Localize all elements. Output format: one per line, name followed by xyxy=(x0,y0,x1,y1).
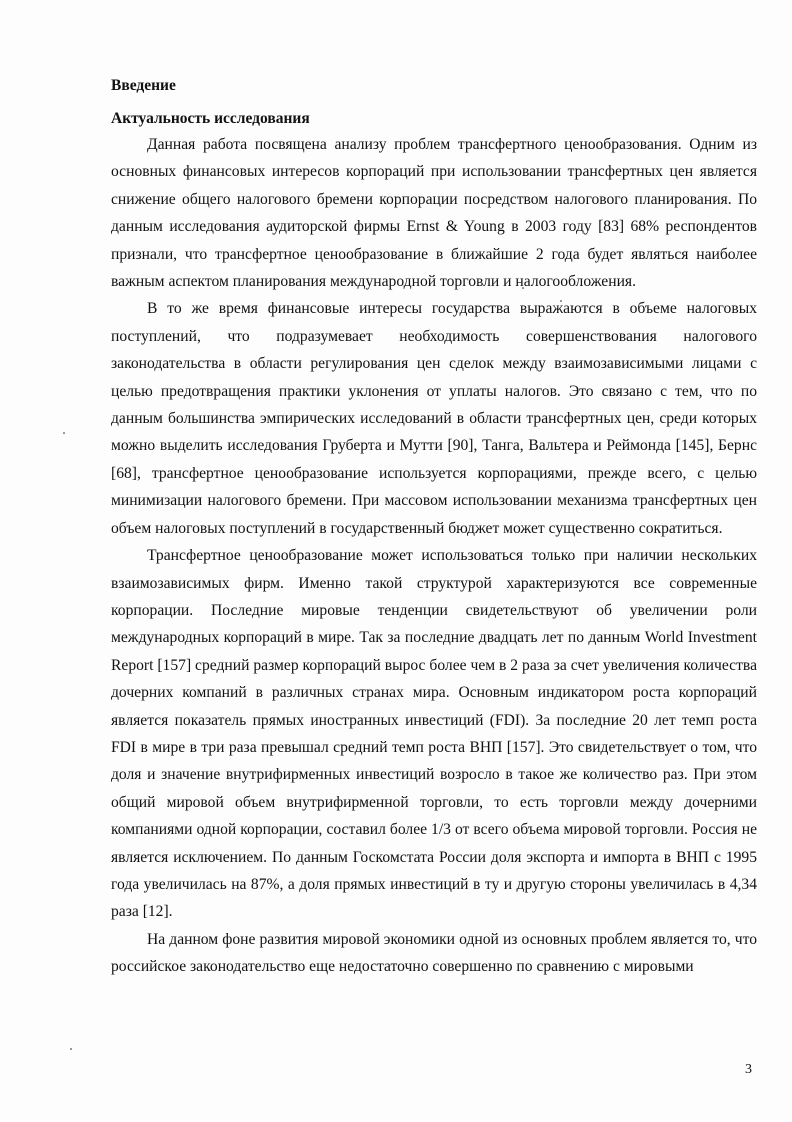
paragraph-4: На данном фоне развития мировой экономики одной из основных проблем является то, что российское законодательство еще недостаточно совершенно по сравнению с мировыми xyxy=(111,930,757,976)
paragraph-1: Данная работа посвящена анализу проблем трансфертного ценообразования. Одним из основных финансовых интересов корпораций при использовании трансфертных цен является снижение общего налогового бремени корпорации посредством налогового планирования. По данным исследования аудиторской фирмы Ernst & Young в 2003 году [83] 68% респондентов признали, что трансфертное ценообразование в ближайшие 2 года будет являться наиболее важным аспектом планирования международной торговли и налогообложения. xyxy=(111,136,757,291)
subsection-heading-relevance: Актуальность исследования xyxy=(111,110,310,127)
paragraph-2: В то же время финансовые интересы государства выражаются в объеме налоговых поступлений, что подразумевает необходимость совершенствования налогового законодательства в области регулирования цен сделок между взаимозависимыми лицами с целью предотвращения практики уклонения от уплаты налогов. Это связано с тем, что по данным большинства эмпирических исследований в области трансфертных цен, среди которых можно выделить исследования Груберта и Мутти [90], Танга, Вальтера и Реймонда [145], Бернс [68], трансфертное ценообразование используется корпорациями, прежде всего, с целью минимизации налогового бремени. При массовом использовании механизма трансфертных цен объем налоговых поступлений в государственный бюджет может существенно сократиться. xyxy=(111,300,757,537)
page-number: 3 xyxy=(745,1062,752,1077)
paragraph-3: Трансфертное ценообразование может использоваться только при наличии нескольких взаимозависимых фирм. Именно такой структурой характеризуются все современные корпорации. Последние мировые тенденции свидетельствуют об увеличении роли международных корпораций в мире. Так за последние двадцать лет по данным World Investment Report [157] средний размер корпораций вырос более чем в 2 раза за счет увеличения количества дочерних компаний в различных странах мира. Основным индикатором роста корпораций является показатель прямых иностранных инвестиций (FDI). За последние 20 лет темп роста FDI в мире в три раза превышал средний темп роста ВНП [157]. Это свидетельствует о том, что доля и значение внутрифирменных инвестиций возросло в такое же количество раз. При этом общий мировой объем внутрифирменной торговли, то есть торговли между дочерними компаниями одной корпорации, составил более 1/3 от всего объема мировой торговли. Россия не является исключением. По данным Госкомстата России доля экспорта и импорта в ВНП с 1995 года увеличилась на 87%, а доля прямых инвестиций в ту и другую стороны увеличилась в 4,34 раза [12]. xyxy=(111,547,757,921)
section-heading-introduction: Введение xyxy=(111,77,176,94)
document-body xyxy=(111,76,757,981)
scan-speck xyxy=(70,1048,72,1050)
scan-speck xyxy=(63,432,65,434)
